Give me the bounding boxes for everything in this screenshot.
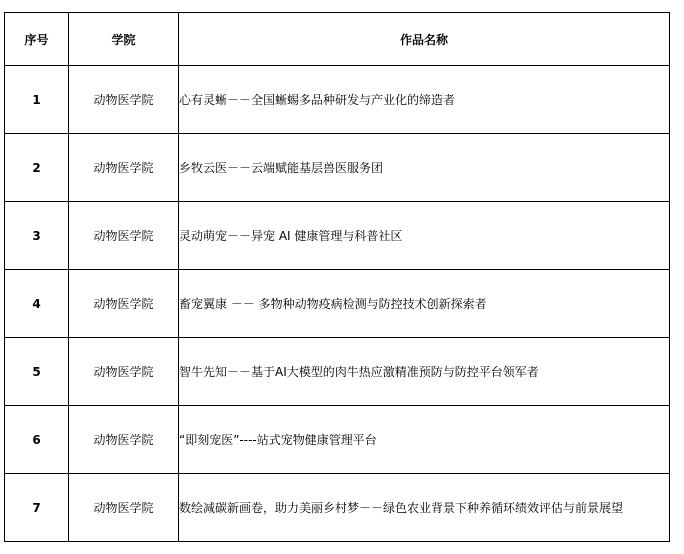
table-row (5, 66, 670, 134)
cell-college: 动物医学院 (69, 406, 179, 474)
table-body (5, 13, 670, 542)
cell-work: 智牛先知－－基于AI大模型的肉牛热应激精准预防与防控平台领军者 (179, 338, 670, 406)
table-row (5, 270, 670, 338)
header-no: 序号 (5, 13, 69, 66)
cell-work: 乡牧云医－－云端赋能基层兽医服务团 (179, 134, 670, 202)
cell-no: 1 (5, 66, 69, 134)
header-work: 作品名称 (179, 13, 670, 66)
cell-work: 畜宠翼康 －－ 多物种动物疫病检测与防控技术创新探索者 (179, 270, 670, 338)
table-row (5, 202, 670, 270)
table-row (5, 134, 670, 202)
cell-college: 动物医学院 (69, 134, 179, 202)
header-college: 学院 (69, 13, 179, 66)
cell-no: 2 (5, 134, 69, 202)
cell-work: 心有灵蜥－－全国蜥蜴多品种研发与产业化的缔造者 (179, 66, 670, 134)
cell-college: 动物医学院 (69, 338, 179, 406)
award-table (4, 12, 670, 542)
table-row (5, 474, 670, 542)
cell-college: 动物医学院 (69, 66, 179, 134)
cell-no: 6 (5, 406, 69, 474)
cell-no: 3 (5, 202, 69, 270)
table-row (5, 338, 670, 406)
cell-college: 动物医学院 (69, 270, 179, 338)
cell-work: “即刻宠医”----站式宠物健康管理平台 (179, 406, 670, 474)
cell-no: 7 (5, 474, 69, 542)
table-row (5, 406, 670, 474)
cell-no: 5 (5, 338, 69, 406)
cell-college: 动物医学院 (69, 202, 179, 270)
cell-work: 数绘减碳新画卷，助力美丽乡村梦－－绿色农业背景下种养循环绩效评估与前景展望 (179, 474, 670, 542)
cell-work: 灵动萌宠－－异宠 AI 健康管理与科普社区 (179, 202, 670, 270)
cell-college: 动物医学院 (69, 474, 179, 542)
cell-no: 4 (5, 270, 69, 338)
table-header-row (5, 13, 670, 66)
